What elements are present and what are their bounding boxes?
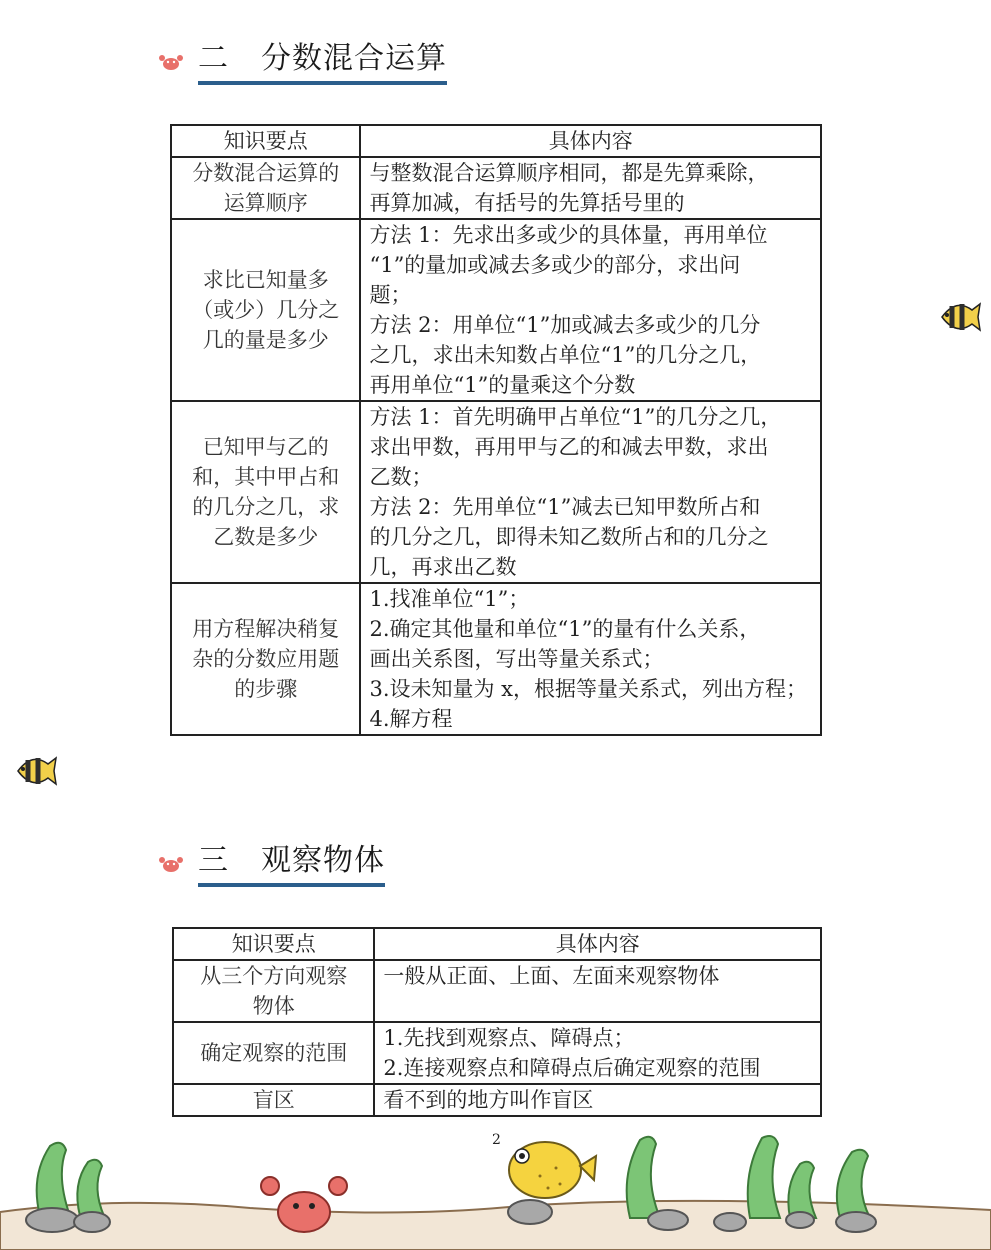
- key-line: 物体: [252, 994, 295, 1018]
- section-3-heading: [158, 842, 385, 886]
- table-row: [173, 1022, 821, 1084]
- content-line: 之几，求出未知数占单位“1”的几分之几，: [369, 343, 762, 367]
- row-content: [360, 157, 821, 219]
- header-content: 具体内容: [360, 125, 821, 157]
- row-key: [173, 960, 374, 1022]
- content-line: 画出关系图，写出等量关系式；: [369, 647, 664, 671]
- section-2-title: [198, 39, 447, 85]
- crab-icon: [158, 854, 184, 874]
- row-content: [374, 960, 821, 1022]
- row-key: [171, 401, 360, 583]
- crab-icon: [158, 52, 184, 72]
- page-number: 2: [492, 1132, 501, 1148]
- row-key: [171, 583, 360, 735]
- section-3-title: [198, 841, 385, 887]
- key-line: 从三个方向观察: [200, 964, 348, 988]
- pufferfish-icon: [509, 1142, 596, 1198]
- content-line: 2.连接观察点和障碍点后确定观察的范围: [383, 1056, 761, 1080]
- content-line: 乙数；: [369, 465, 433, 489]
- section-number: 二: [198, 41, 229, 76]
- row-key: [173, 1022, 374, 1084]
- content-line: 求出甲数，再用甲与乙的和减去甲数，求出: [369, 435, 769, 459]
- key-line: 盲区: [252, 1088, 295, 1112]
- row-key: [173, 1084, 374, 1116]
- table-row: [171, 401, 821, 583]
- table-row: [171, 157, 821, 219]
- content-line: 看不到的地方叫作盲区: [383, 1088, 594, 1112]
- table-header-row: [171, 125, 821, 157]
- content-line: 几，再求出乙数: [369, 555, 517, 579]
- fish-icon: [936, 294, 982, 340]
- key-line: 和，其中甲占和: [192, 465, 340, 489]
- key-line: （或少）几分之: [192, 298, 340, 322]
- fraction-knowledge-table: [170, 124, 822, 736]
- content-line: 2.确定其他量和单位“1”的量有什么关系，: [369, 617, 761, 641]
- row-content: [374, 1084, 821, 1116]
- content-line: 的几分之几，即得未知乙数所占和的几分之: [369, 525, 769, 549]
- key-line: 已知甲与乙的: [202, 435, 329, 459]
- key-line: 求比已知量多: [202, 268, 329, 292]
- content-line: 3.设未知量为 x，根据等量关系式，列出方程；: [369, 677, 808, 701]
- observation-knowledge-table: [172, 927, 822, 1117]
- content-line: 题；: [369, 283, 412, 307]
- content-line: 方法 2：用单位“1”加或减去多或少的几分: [369, 313, 761, 337]
- content-line: 方法 1：首先明确甲占单位“1”的几分之几，: [369, 405, 782, 429]
- section-title-text: 观察物体: [261, 843, 385, 878]
- content-line: 方法 2：先用单位“1”减去已知甲数所占和: [369, 495, 761, 519]
- section-2-heading: [158, 40, 447, 84]
- header-knowledge-point: 知识要点: [173, 928, 374, 960]
- content-line: 1.找准单位“1”；: [369, 587, 530, 611]
- key-line: 乙数是多少: [213, 525, 319, 549]
- key-line: 的步骤: [234, 677, 298, 701]
- content-line: 1.先找到观察点、障碍点；: [383, 1026, 635, 1050]
- key-line: 确定观察的范围: [200, 1041, 348, 1065]
- header-content: 具体内容: [374, 928, 821, 960]
- content-line: 与整数混合运算顺序相同，都是先算乘除，: [369, 161, 769, 185]
- table-row: [171, 583, 821, 735]
- header-knowledge-point: 知识要点: [171, 125, 360, 157]
- key-line: 分数混合运算的: [192, 161, 340, 185]
- table-row: [173, 960, 821, 1022]
- table-row: [173, 1084, 821, 1116]
- row-key: [171, 157, 360, 219]
- section-number: 三: [198, 843, 229, 878]
- table-header-row: [173, 928, 821, 960]
- row-key: [171, 219, 360, 401]
- section-title-text: 分数混合运算: [261, 41, 447, 76]
- table-row: [171, 219, 821, 401]
- key-line: 几的量是多少: [202, 328, 329, 352]
- key-line: 用方程解决稍复: [192, 617, 340, 641]
- content-line: “1”的量加或减去多或少的部分，求出问: [369, 253, 741, 277]
- content-line: 一般从正面、上面、左面来观察物体: [383, 964, 720, 988]
- key-line: 运算顺序: [223, 191, 308, 215]
- row-content: [360, 583, 821, 735]
- key-line: 的几分之几，求: [192, 495, 340, 519]
- row-content: [374, 1022, 821, 1084]
- row-content: [360, 401, 821, 583]
- content-line: 再用单位“1”的量乘这个分数: [369, 373, 636, 397]
- content-line: 再算加减，有括号的先算括号里的: [369, 191, 685, 215]
- content-line: 4.解方程: [369, 707, 453, 731]
- key-line: 杂的分数应用题: [192, 647, 340, 671]
- sea-floor-decoration: [0, 1126, 991, 1250]
- fish-icon: [12, 748, 58, 794]
- content-line: 方法 1：先求出多或少的具体量，再用单位: [369, 223, 768, 247]
- row-content: [360, 219, 821, 401]
